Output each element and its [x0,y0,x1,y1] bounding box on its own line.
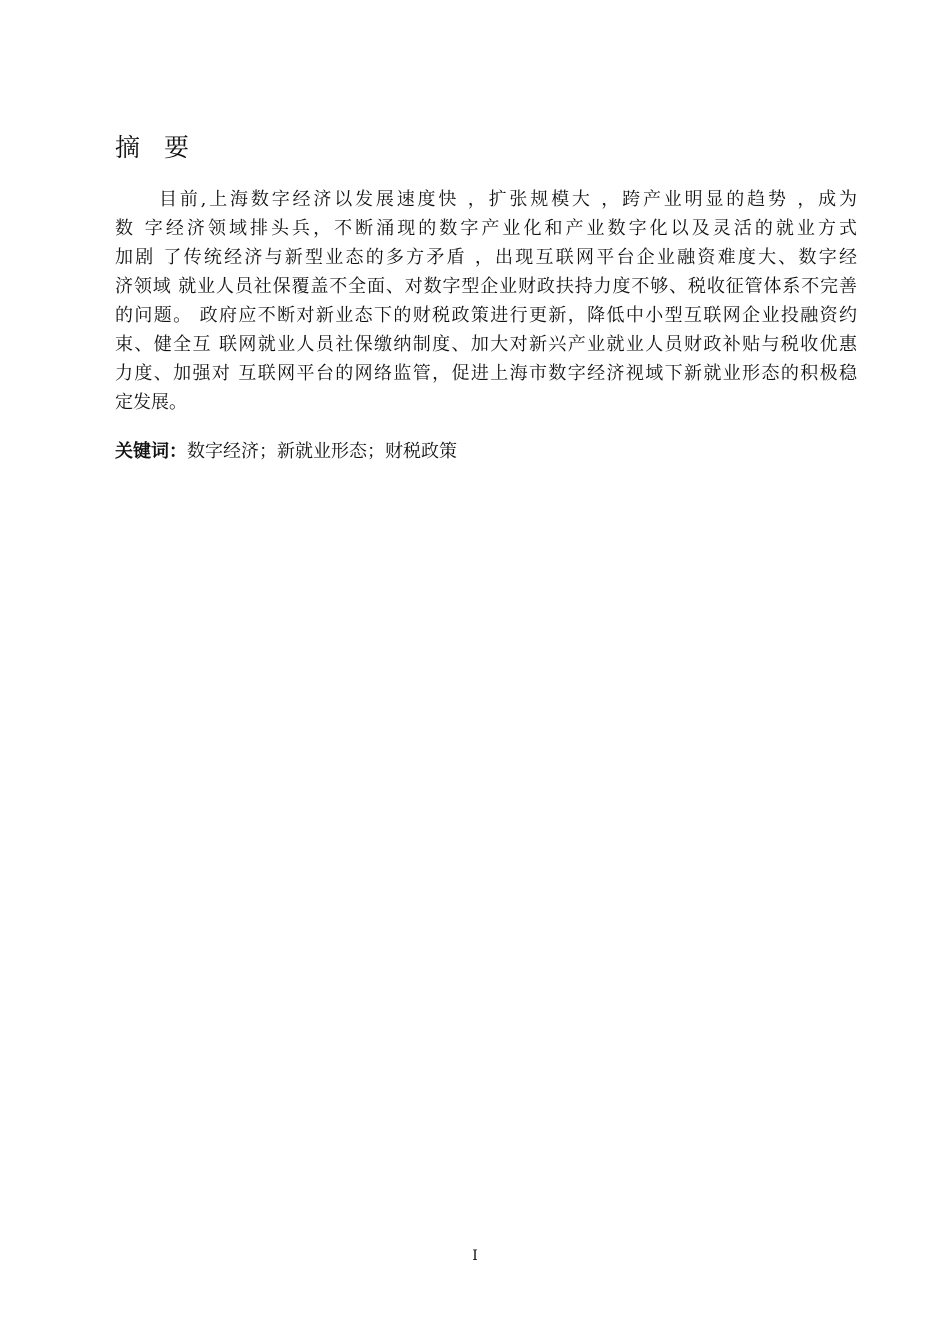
abstract-line: 力度、加强对 互联网平台的网络监管，促进上海市数字经济视域下新就业形态的积极稳 [115,363,857,384]
keywords-values: 数字经济；新就业形态；财税政策 [187,441,457,462]
abstract-line: 定发展。 [115,392,187,413]
abstract-heading [115,132,189,164]
abstract-line: 济领域 就业人员社保覆盖不全面、对数字型企业财政扶持力度不够、税收征管体系不完善 [115,276,857,297]
abstract-body [115,185,857,417]
abstract-line: 目前,上海数字经济以发展速度快 ，扩张规模大 ，跨产业明显的趋势 ，成为 [159,189,857,210]
abstract-line: 加剧 了传统经济与新型业态的多方矛盾 ，出现互联网平台企业融资难度大、数字经 [115,247,857,268]
abstract-line: 的问题。 政府应不断对新业态下的财税政策进行更新，降低中小型互联网企业投融资约 [115,305,857,326]
abstract-line: 束、健全互 联网就业人员社保缴纳制度、加大对新兴产业就业人员财政补贴与税收优惠 [115,334,857,355]
keywords-label: 关键词： [115,441,187,462]
abstract-heading-char-1: 摘 [115,133,141,162]
keywords-line [115,439,457,465]
abstract-heading-char-2: 要 [164,133,190,162]
abstract-line: 数 字经济领域排头兵，不断涌现的数字产业化和产业数字化以及灵活的就业方式 [115,218,857,239]
page-number: I [472,1248,478,1264]
